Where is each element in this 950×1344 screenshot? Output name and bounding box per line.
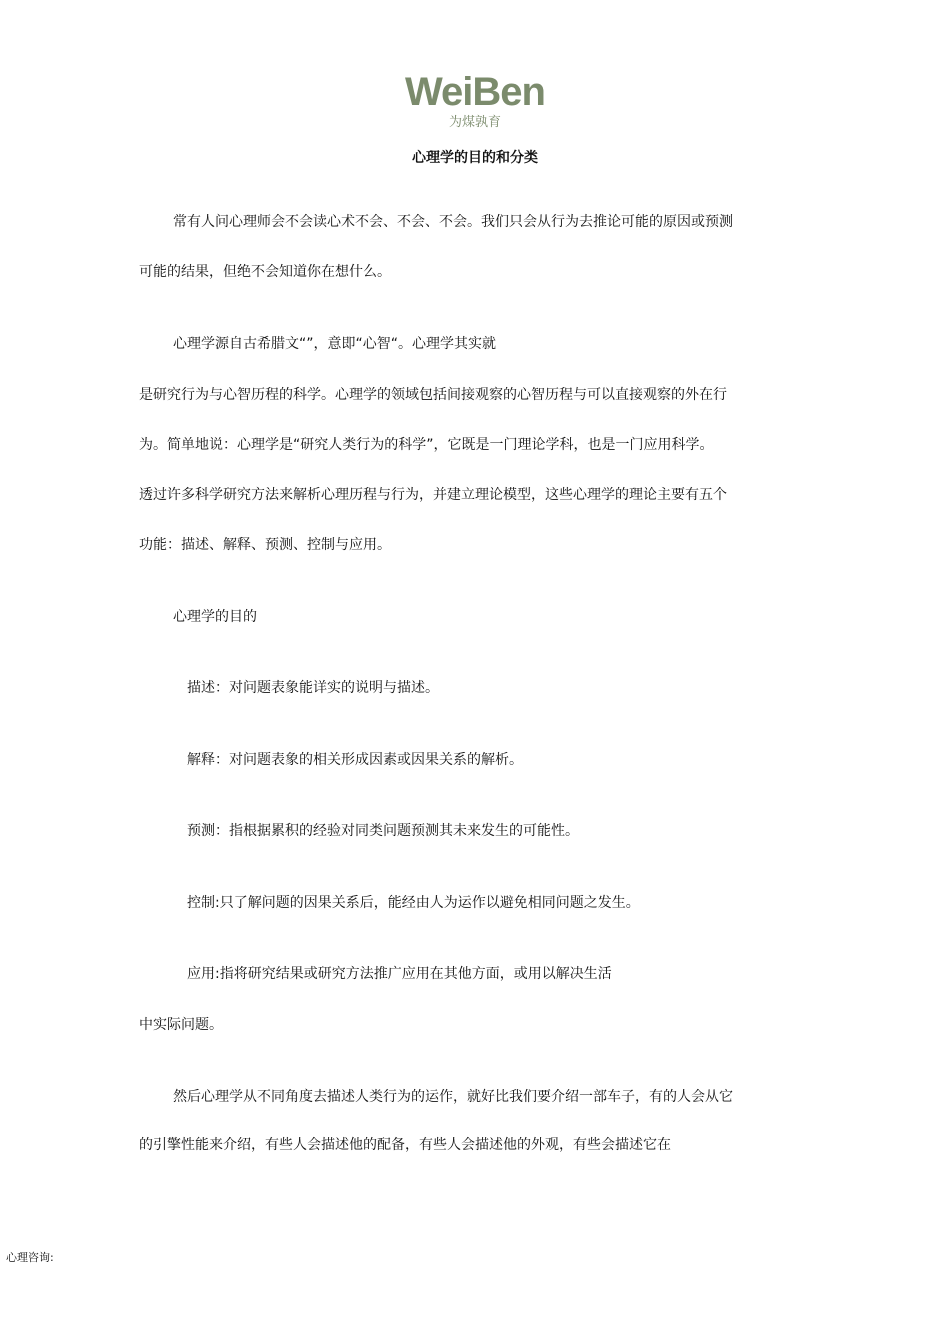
logo-wordmark: WeiBen [405,70,545,114]
list-item: 描述：对问题表象能详实的说明与描述。 [187,680,439,696]
document-title: 心理学的目的和分类 [412,150,538,166]
list-item: 预测：指根据累积的经验对同类问题预测其未来发生的可能性。 [187,823,579,839]
list-item: 控制:只了解问题的因果关系后，能经由人为运作以避免相同问题之发生。 [187,895,640,911]
list-item: 应用:指将研究结果或研究方法推广应用在其他方面，或用以解决生活 [187,966,612,982]
section-heading: 心理学的目的 [173,609,257,625]
list-item: 解释：对问题表象的相关形成因素或因果关系的解析。 [187,752,523,768]
page-footer: 心理咨询: [6,1251,54,1264]
paragraph-line: 然后心理学从不同角度去描述人类行为的运作，就好比我们要介绍一部车子，有的人会从它 [173,1089,733,1105]
paragraph-line: 为。简单地说：心理学是“研究人类行为的科学”，它既是一门理论学科，也是一门应用科学。 [139,437,714,453]
list-item-continuation: 中实际问题。 [139,1017,223,1033]
paragraph-line: 心理学源自古希腊文“”，意即“心智“。心理学其实就 [173,336,497,352]
paragraph-line: 可能的结果，但绝不会知道你在想什么。 [139,264,391,280]
paragraph-line: 透过许多科学研究方法来解析心理历程与行为，并建立理论模型，这些心理学的理论主要有五个 [139,487,727,503]
brand-logo [0,68,950,132]
logo-tagline: 为煤孰育 [448,115,501,130]
paragraph-line: 常有人问心理师会不会读心术不会、不会、不会。我们只会从行为去推论可能的原因或预测 [173,214,733,230]
paragraph-line: 是研究行为与心智历程的科学。心理学的领域包括间接观察的心智历程与可以直接观察的外在行 [139,387,727,403]
paragraph-line: 功能：描述、解释、预测、控制与应用。 [139,537,391,553]
paragraph-line: 的引擎性能来介绍，有些人会描述他的配备，有些人会描述他的外观，有些会描述它在 [139,1137,671,1153]
